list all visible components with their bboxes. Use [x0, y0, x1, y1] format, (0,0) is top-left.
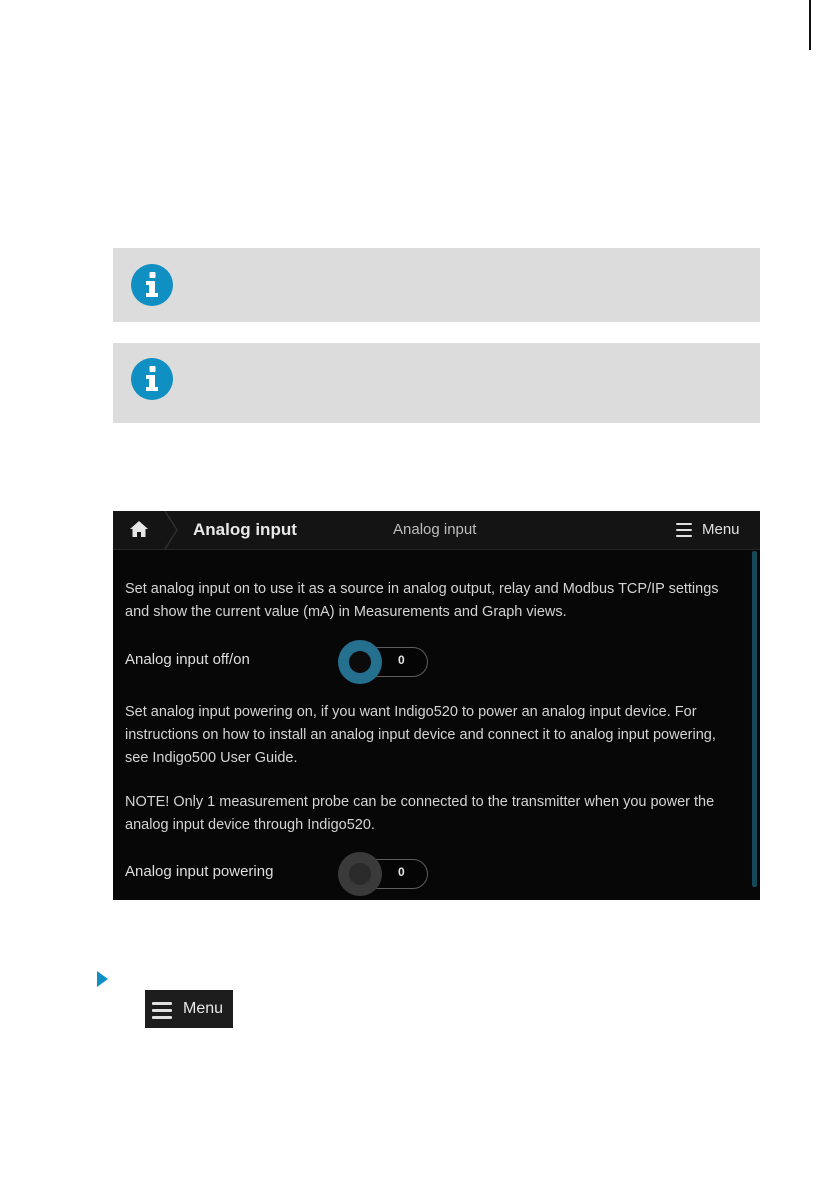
note-text: NOTE! Only 1 measurement probe can be connected to the transmitter when you power the analog input device through Indigo520.	[125, 794, 715, 833]
menu-button[interactable]	[671, 511, 760, 549]
note-box	[113, 343, 760, 423]
toggle-state: 0	[398, 865, 405, 879]
home-icon	[129, 520, 149, 538]
info-icon	[131, 264, 173, 306]
analog-input-label: Analog input off/on	[125, 651, 250, 668]
analog-powering-toggle[interactable]	[338, 859, 426, 889]
toggle-knob-ring	[338, 852, 382, 896]
device-screen	[113, 511, 760, 900]
top-bar	[113, 511, 760, 550]
info-icon	[131, 358, 173, 400]
breadcrumb-separator-icon	[163, 511, 179, 549]
scrollbar[interactable]	[752, 551, 757, 887]
page-edge-rule	[809, 0, 811, 50]
menu-button-illustration	[145, 990, 233, 1028]
menu-label: Menu	[702, 521, 740, 538]
powering-text: Set analog input powering on, if you want Indigo520 to power an analog input device. For instructions on how to install an analog input device and connect it to analog input powering, see Indigo500 User Guide.	[125, 704, 716, 766]
analog-input-toggle[interactable]	[338, 647, 426, 677]
intro-text: Set analog input on to use it as a source in analog output, relay and Modbus TCP/IP settings and show the current value (mA) in Measurements and Graph views.	[125, 581, 719, 620]
toggle-knob	[349, 863, 371, 885]
analog-powering-label: Analog input powering	[125, 863, 274, 880]
home-button[interactable]	[113, 511, 165, 549]
menu-button-label: Menu	[183, 1000, 224, 1017]
toggle-state: 0	[398, 653, 405, 667]
note-box	[113, 248, 760, 322]
step-arrow-icon	[97, 971, 108, 987]
toggle-knob	[349, 651, 371, 673]
screen-title: Analog input	[393, 521, 477, 538]
breadcrumb-title: Analog input	[193, 520, 297, 539]
hamburger-icon	[676, 523, 692, 537]
toggle-knob-ring	[338, 640, 382, 684]
hamburger-icon	[152, 1002, 172, 1018]
